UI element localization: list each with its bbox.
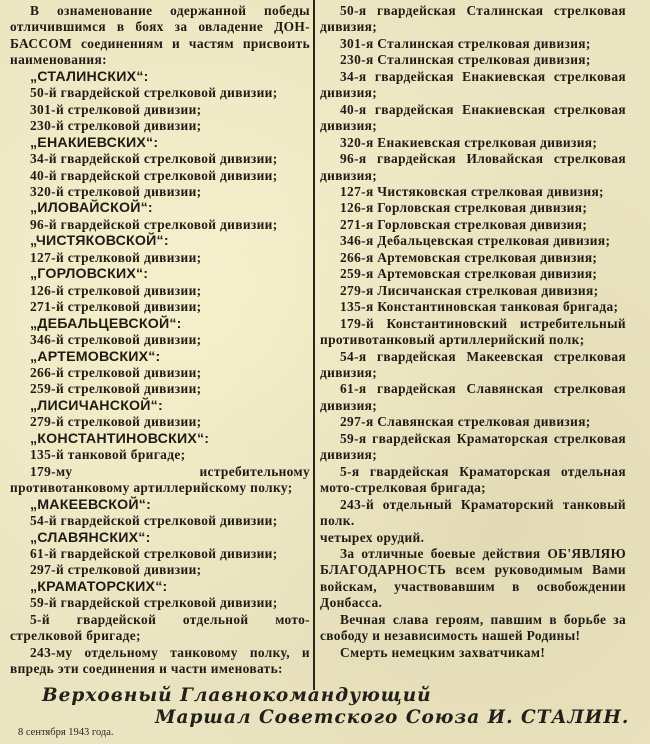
naming-groups (10, 69, 310, 678)
group-item: 61-й гвардейской стрелковой дивизии; (30, 545, 278, 561)
left-column (10, 3, 310, 678)
division-item: 61-я гвардейская Славянская стрелковая дивизия; (320, 381, 626, 413)
group-item: 126-й стрелковой дивизии; (30, 282, 202, 298)
division-item: 5-я гвардейская Краматорская отдельная мото-стрелковая бригада; (320, 463, 626, 496)
group-item: 135-й танковой бригаде; (30, 447, 186, 463)
group-heading: „АРТЕМОВСКИХ“: (30, 348, 161, 365)
group-heading: „МАКЕЕВСКОЙ“: (30, 496, 152, 513)
fragment-text: четырех орудий. (320, 529, 425, 545)
division-item: 301-я Сталинская стрелковая дивизия; (340, 35, 591, 51)
division-item: 40-я гвардейская Енакиевская стрелковая дивизия; (320, 101, 626, 134)
intro-paragraph: В ознаменование одержанной победы отличившимся в боях за овладение ДОН-БАССОМ соединениям и частям присвоить наименования: (10, 3, 310, 68)
division-item: 346-я Дебальцевская стрелковая дивизия; (340, 233, 611, 249)
division-item: 271-я Горловская стрелковая дивизия; (340, 216, 588, 232)
group-item: 271-й стрелковой дивизии; (30, 299, 202, 315)
division-item: 54-я гвардейская Макеевская стрелковая дивизия; (320, 348, 626, 380)
division-item: 230-я Сталинская стрелковая дивизия; (340, 52, 591, 68)
group-item: 127-й стрелковой дивизии; (30, 249, 202, 265)
group-item: 59-й гвардейской стрелковой дивизии; (30, 595, 278, 611)
group-item: 301-й стрелковой дивизии; (30, 101, 202, 117)
order-date: 8 сентября 1943 года. (18, 727, 114, 738)
division-item: 127-я Чистяковская стрелковая дивизия; (340, 183, 604, 199)
group-item: 54-й гвардейской стрелковой дивизии; (30, 513, 278, 529)
group-heading: „СЛАВЯНСКИХ“: (30, 529, 151, 546)
group-item: 40-й гвардейской стрелковой дивизии; (30, 167, 278, 183)
group-heading: „КРАМАТОРСКИХ“: (30, 578, 168, 595)
group-heading: „СТАЛИНСКИХ“: (30, 68, 149, 85)
group-item: 259-й стрелковой дивизии; (30, 381, 202, 397)
group-item: 346-й стрелковой дивизии; (30, 332, 202, 348)
group-item: 279-й стрелковой дивизии; (30, 414, 202, 430)
column-divider (313, 0, 315, 690)
division-item: 243-й отдельный Краматорский танковый полк. (320, 496, 626, 529)
division-item: 34-я гвардейская Енакиевская стрелковая дивизия; (320, 68, 626, 101)
division-item: 135-я Константиновская танковая бригада; (340, 299, 619, 315)
group-heading: „КОНСТАНТИНОВСКИХ“: (30, 430, 210, 447)
group-item: 297-й стрелковой дивизии; (30, 562, 202, 578)
division-item: 96-я гвардейская Иловайская стрелковая дивизия; (320, 151, 626, 183)
division-item: 59-я гвардейская Краматорская стрелковая дивизия; (320, 430, 626, 463)
signature-name: Маршал Советского Союза И. СТАЛИН. (155, 707, 630, 728)
division-item: 279-я Лисичанская стрелковая дивизия; (340, 282, 599, 298)
group-heading: „ЧИСТЯКОВСКОЙ“: (30, 233, 169, 250)
division-item: 297-я Славянская стрелковая дивизия; (340, 414, 591, 430)
right-column (320, 3, 626, 661)
group-item: 34-й гвардейской стрелковой дивизии; (30, 151, 278, 167)
group-item: 320-й стрелковой дивизии; (30, 183, 202, 199)
division-item: 126-я Горловская стрелковая дивизия; (340, 200, 588, 216)
group-item: 96-й гвардейской стрелковой дивизии; (30, 216, 278, 232)
group-item: 266-й стрелковой дивизии; (30, 364, 202, 380)
group-heading: „ГОРЛОВСКИХ“: (30, 266, 149, 283)
glory-paragraph: Вечная слава героям, павшим в борьбе за свободу и независимость нашей Родины! (320, 611, 626, 644)
group-item: 5-й гвардейской отдельной мото-стрелковой бригаде; (10, 611, 310, 644)
group-heading: „ИЛОВАЙСКОЙ“: (30, 200, 153, 217)
group-heading: „ДЕБАЛЬЦЕВСКОЙ“: (30, 315, 182, 332)
signature-title: Верховный Главнокомандующий (42, 685, 432, 706)
division-item: 266-я Артемовская стрелковая дивизия; (340, 249, 598, 265)
gratitude-paragraph: За отличные боевые действия ОБ'ЯВЛЯЮ БЛАГОДАРНОСТЬ всем руководимым Вами войскам, участвовавшим в освобождении Донбасса. (320, 545, 626, 611)
group-heading: „ЛИСИЧАНСКОЙ“: (30, 397, 163, 414)
death-slogan: Смерть немецким захватчикам! (340, 644, 546, 660)
group-heading: „ЕНАКИЕВСКИХ“: (30, 134, 159, 151)
division-item: 50-я гвардейская Сталинская стрелковая дивизия; (320, 3, 626, 35)
group-item: 50-й гвардейской стрелковой дивизии; (30, 85, 278, 101)
group-item: 179-му истребительному противотанковому артиллерийскому полку; (10, 463, 310, 496)
division-item: 259-я Артемовская стрелковая дивизия; (340, 266, 598, 282)
group-item: 230-й стрелковой дивизии; (30, 118, 202, 134)
division-list (320, 3, 626, 530)
division-item: 179-й Константиновский истребительный противотанковый артиллерийский полк; (320, 315, 626, 348)
division-item: 320-я Енакиевская стрелковая дивизия; (340, 134, 598, 150)
group-item: 243-му отдельному танковому полку, и впредь эти соединения и части именовать: (10, 644, 310, 677)
